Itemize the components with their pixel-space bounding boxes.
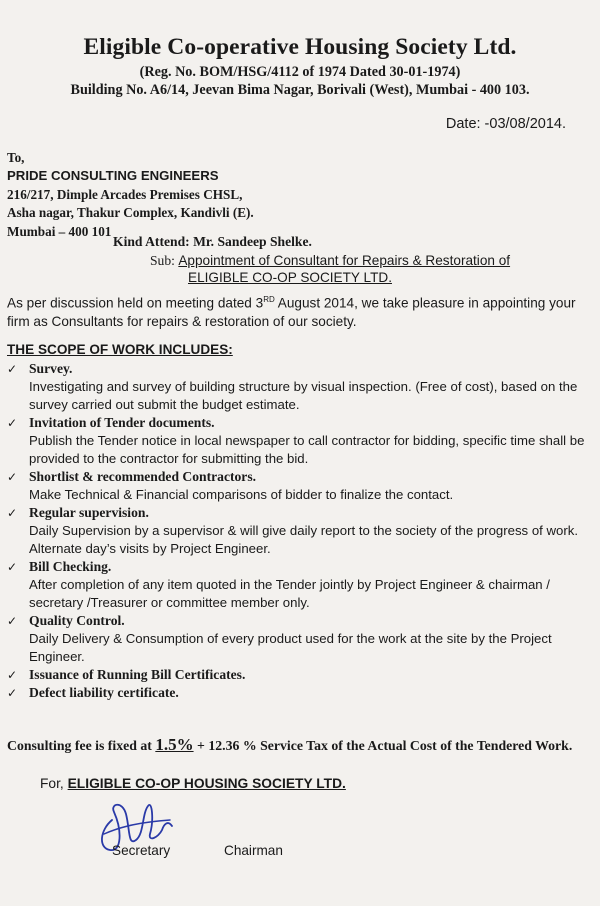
kind-attention: Kind Attend: Mr. Sandeep Shelke. bbox=[113, 234, 312, 249]
checkmark-icon: ✓ bbox=[7, 560, 18, 574]
scope-item-title-text: Quality Control. bbox=[29, 613, 125, 628]
ordinal-suffix: RD bbox=[263, 295, 275, 304]
scope-item-title-text: Issuance of Running Bill Certificates. bbox=[29, 667, 246, 682]
scope-item-title-text: Survey. bbox=[29, 361, 73, 376]
recipient-name: PRIDE CONSULTING ENGINEERS bbox=[7, 168, 219, 184]
scope-item-description: Daily Delivery & Consumption of every product used for the work at the site by the Project Engineer. bbox=[29, 631, 552, 664]
checkmark-icon: ✓ bbox=[7, 614, 18, 628]
scope-heading: THE SCOPE OF WORK INCLUDES: bbox=[7, 342, 233, 357]
scope-item bbox=[7, 504, 595, 558]
for-prefix: For, bbox=[40, 776, 68, 791]
scope-item-description: After completion of any item quoted in the Tender jointly by Project Engineer & chairman / secretary /Treasurer or committee member only. bbox=[29, 577, 550, 610]
scope-item bbox=[7, 612, 595, 666]
fee-text: + 12.36 % Service Tax of the Actual Cost of the Tendered Work. bbox=[193, 738, 573, 753]
chairman-label: Chairman bbox=[224, 843, 283, 858]
consulting-fee bbox=[7, 736, 595, 755]
checkmark-icon: ✓ bbox=[7, 506, 18, 520]
scope-list bbox=[7, 360, 595, 702]
checkmark-icon: ✓ bbox=[7, 416, 18, 430]
scope-item-title-text: Invitation of Tender documents. bbox=[29, 415, 215, 430]
fee-text: Consulting fee is fixed at bbox=[7, 738, 156, 753]
scope-item-title-text: Defect liability certificate. bbox=[29, 685, 179, 700]
scope-item bbox=[7, 558, 595, 612]
subject-line bbox=[150, 252, 511, 285]
checkmark-icon: ✓ bbox=[7, 686, 18, 700]
scope-item-description: Daily Supervision by a supervisor & will give daily report to the society of the progress of work. bbox=[29, 523, 578, 538]
intro-text: As per discussion held on meeting dated 3 bbox=[7, 295, 264, 311]
checkmark-icon: ✓ bbox=[7, 470, 18, 484]
recipient-address-line: Asha nagar, Thakur Complex, Kandivli (E). bbox=[7, 205, 254, 221]
scope-item-title bbox=[7, 666, 595, 684]
scope-item-title bbox=[7, 360, 595, 378]
subject-text-line2: ELIGIBLE CO-OP SOCIETY LTD. bbox=[188, 270, 392, 285]
recipient-address-line: Mumbai – 400 101 bbox=[7, 223, 112, 239]
scope-item-description: Alternate day’s visits by Project Engineer. bbox=[29, 541, 271, 556]
scope-item bbox=[7, 468, 595, 504]
fee-percent: 1.5% bbox=[155, 735, 194, 754]
subject-prefix: Sub: bbox=[150, 253, 179, 268]
checkmark-icon: ✓ bbox=[7, 362, 18, 376]
scope-item-description: Publish the Tender notice in local newspaper to call contractor for bidding, specific time shall be provided to the contractor for submitting the bid. bbox=[29, 433, 585, 466]
secretary-label: Secretary bbox=[112, 843, 171, 858]
intro-paragraph bbox=[7, 291, 595, 331]
for-society-name: ELIGIBLE CO-OP HOUSING SOCIETY LTD. bbox=[67, 776, 346, 791]
scope-item-title-text: Bill Checking. bbox=[29, 559, 112, 574]
checkmark-icon: ✓ bbox=[7, 668, 18, 682]
scope-item bbox=[7, 414, 595, 468]
scope-item-description: Investigating and survey of building structure by visual inspection. (Free of cost), based on the survey carried out submit the budget estimate. bbox=[29, 379, 578, 412]
scope-item bbox=[7, 684, 595, 702]
scope-item-title bbox=[7, 558, 595, 576]
letterhead bbox=[0, 34, 600, 99]
subject-text: Appointment of Consultant for Repairs & Restoration of bbox=[178, 253, 511, 268]
society-name: Eligible Co-operative Housing Society Ltd. bbox=[83, 34, 517, 60]
society-address: Building No. A6/14, Jeevan Bima Nagar, Borivali (West), Mumbai - 400 103. bbox=[70, 82, 530, 98]
letter-date: Date: -03/08/2014. bbox=[445, 116, 566, 132]
intro-text: August 2014, we take pleasure in appointing your firm as Consultants for repairs & restoration of our society. bbox=[7, 295, 576, 329]
to-label: To, bbox=[7, 150, 25, 165]
registration-number: (Reg. No. BOM/HSG/4112 of 1974 Dated 30-01-1974) bbox=[139, 64, 461, 80]
scope-item-title bbox=[7, 684, 595, 702]
scope-item-title bbox=[7, 612, 595, 630]
scope-item-title bbox=[7, 468, 595, 486]
for-society bbox=[40, 776, 346, 791]
scope-item-description: Make Technical & Financial comparisons of bidder to finalize the contact. bbox=[29, 487, 454, 502]
scope-item-title bbox=[7, 504, 595, 522]
scope-item-title-text: Shortlist & recommended Contractors. bbox=[29, 469, 257, 484]
recipient-address-line: 216/217, Dimple Arcades Premises CHSL, bbox=[7, 186, 243, 202]
scope-item-title-text: Regular supervision. bbox=[29, 505, 149, 520]
recipient-block bbox=[7, 149, 254, 241]
scope-item bbox=[7, 360, 595, 414]
scope-item bbox=[7, 666, 595, 684]
scope-item-title bbox=[7, 414, 595, 432]
